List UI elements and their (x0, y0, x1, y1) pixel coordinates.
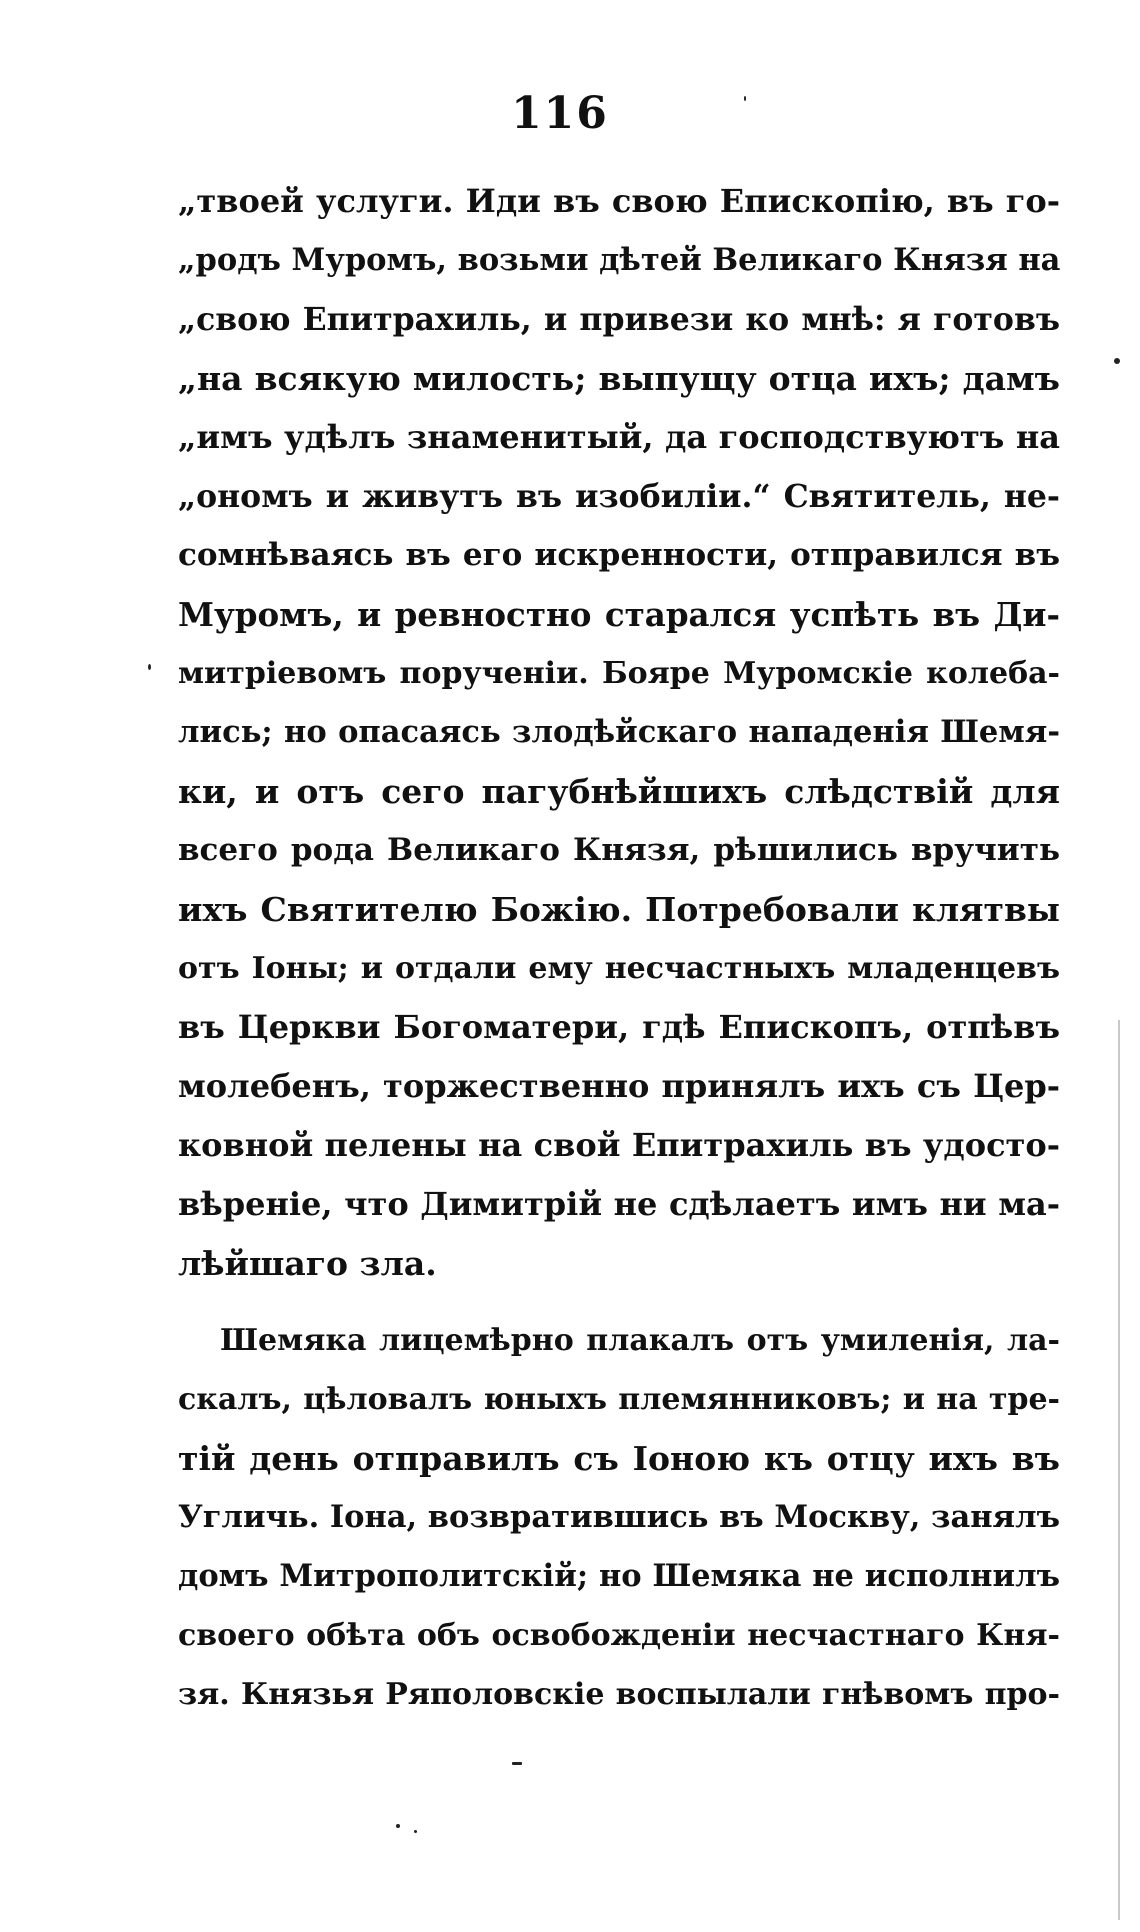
ink-speck (148, 664, 151, 670)
text-line: „имъ удѣлъ знаменитый, да господствуютъ на (178, 418, 1060, 456)
text-line: лѣйшаго зла. (178, 1244, 437, 1283)
text-line: „ономъ и живутъ въ изобиліи.“ Святитель, не- (178, 478, 1060, 515)
page-number: 116 (511, 88, 609, 139)
body-text (178, 172, 1060, 1724)
ink-speck (396, 1824, 400, 1828)
text-line: „свою Епитрахиль, и привези ко мнѣ: я готовъ (178, 301, 1060, 338)
text-line: „родъ Муромъ, возьми дѣтей Великаго Князя на (178, 242, 1061, 278)
text-line: зя. Князья Ряполовскіе воспылали гнѣвомъ про- (178, 1677, 1060, 1712)
paragraph-gap (178, 1293, 1060, 1311)
text-line: своего обѣта объ освобожденіи несчастнаго Кня- (178, 1618, 1060, 1653)
paragraph-2 (178, 1311, 1060, 1724)
text-line: Шемяка лицемѣрно плакалъ отъ умиленія, ла- (220, 1323, 1060, 1358)
ink-speck (1114, 358, 1120, 364)
text-line: въ Церкви Богоматери, гдѣ Епископъ, отпѣвъ (178, 1008, 1060, 1046)
text-line: скалъ, цѣловалъ юныхъ племянниковъ; и на тре- (178, 1382, 1060, 1417)
text-line: Муромъ, и ревностно старался успѣть въ Ди- (178, 595, 1060, 634)
text-line: „твоей услуги. Иди въ свою Епископію, въ го- (178, 182, 1060, 220)
ink-speck (512, 1762, 522, 1765)
text-line: всего рода Великаго Князя, рѣшились вручить (178, 832, 1060, 868)
text-line: вѣреніе, что Димитрій не сдѣлаетъ имъ ни ма- (178, 1185, 1060, 1223)
text-line: отъ Іоны; и отдали ему несчастныхъ младенцевъ (178, 951, 1060, 986)
text-line: ковной пелены на свой Епитрахиль въ удосто- (178, 1126, 1060, 1164)
text-line: сомнѣваясь въ его искренности, отправился въ (178, 537, 1060, 573)
scan-edge-line (1118, 1020, 1120, 1920)
text-line: тій день отправилъ съ Іоною къ отцу ихъ въ (178, 1439, 1060, 1478)
text-line: Угличь. Іона, возвратившись въ Москву, занялъ (178, 1499, 1060, 1535)
paragraph-1 (178, 172, 1060, 1293)
text-line: молебенъ, торжественно принялъ ихъ съ Цер- (178, 1067, 1060, 1105)
text-line: ки, и отъ сего пагубнѣйшихъ слѣдствій для (178, 772, 1060, 811)
text-line: домъ Митрополитскій; но Шемяка не исполнилъ (178, 1558, 1060, 1594)
text-line: лись; но опасаясь злодѣйскаго нападенія Шемя- (178, 714, 1060, 750)
ink-speck (414, 1830, 417, 1833)
text-line: митріевомъ порученіи. Бояре Муромскіе колеба- (178, 656, 1060, 691)
ink-speck (744, 96, 746, 101)
text-line: „на всякую милость; выпущу отца ихъ; дамъ (178, 359, 1060, 398)
text-line: ихъ Святителю Божію. Потребовали клятвы (178, 890, 1060, 929)
